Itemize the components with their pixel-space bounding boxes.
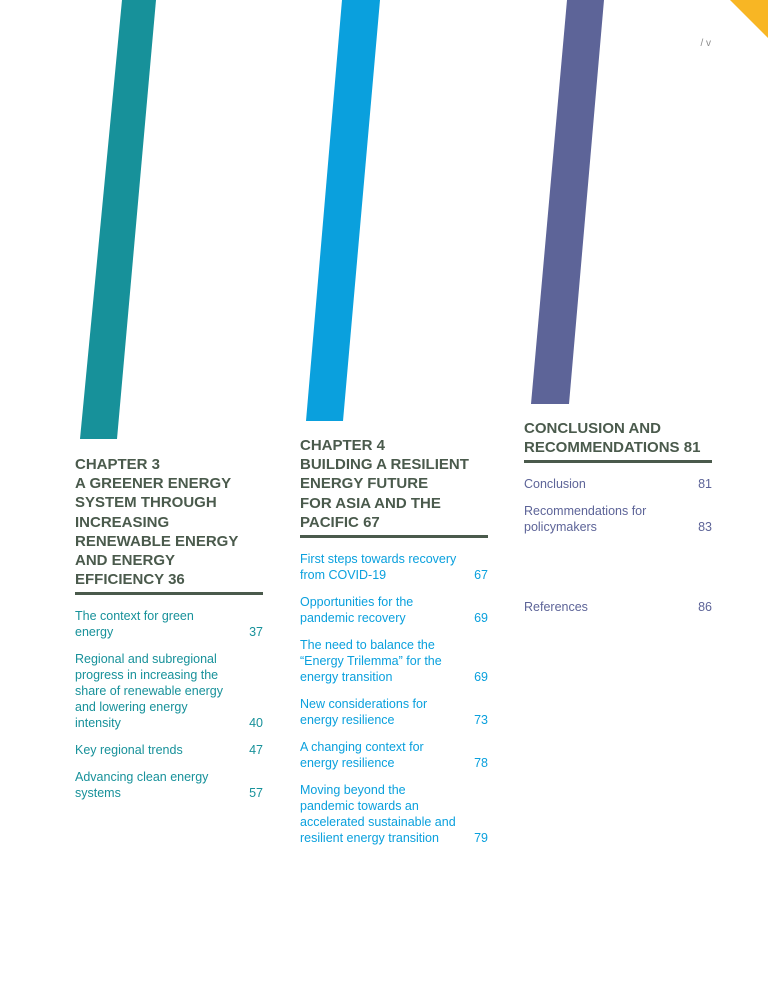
toc-entry-title: Key regional trends xyxy=(75,743,183,758)
toc-entry-page: 73 xyxy=(474,713,488,728)
heading-line: A GREENER ENERGY xyxy=(75,475,232,493)
heading-line: CHAPTER 3 xyxy=(75,456,161,473)
chapter-3-column xyxy=(75,455,263,812)
toc-entry[interactable] xyxy=(300,696,488,728)
chapter-4-column xyxy=(300,436,488,857)
blue-stripe xyxy=(306,0,380,421)
heading-line: BUILDING A RESILIENT xyxy=(300,456,469,474)
toc-entry-page: 69 xyxy=(474,611,488,626)
toc-entry[interactable] xyxy=(75,608,263,640)
toc-entry-page: 57 xyxy=(249,786,263,801)
toc-entry-title: Opportunities for the pandemic recovery xyxy=(300,595,414,626)
heading-line: ENERGY FUTURE xyxy=(300,475,429,493)
heading-line: RECOMMENDATIONS xyxy=(524,439,680,457)
toc-entry-title: Advancing clean energy systems xyxy=(75,770,209,801)
toc-entry[interactable] xyxy=(300,594,488,626)
conclusion-page: 81 xyxy=(683,439,701,457)
toc-entry[interactable] xyxy=(75,769,263,801)
toc-entry-title: A changing context for energy resilience xyxy=(300,740,424,771)
toc-entry[interactable] xyxy=(300,739,488,771)
toc-entry-title: Conclusion xyxy=(524,477,586,492)
toc-entry-title: Recommendations for policymakers xyxy=(524,504,647,535)
teal-stripe xyxy=(80,0,156,439)
chapter-4-page: 67 xyxy=(363,513,380,531)
toc-entry-page: 78 xyxy=(474,756,488,771)
toc-entry-page: 69 xyxy=(474,670,488,685)
toc-entry[interactable] xyxy=(75,651,263,731)
toc-entry-references[interactable] xyxy=(524,599,712,615)
toc-entry-page: 37 xyxy=(249,625,263,640)
toc-entry-title: The context for green energy xyxy=(75,609,194,640)
toc-entry[interactable] xyxy=(75,742,263,758)
toc-entry-page: 67 xyxy=(474,568,488,583)
toc-entry[interactable] xyxy=(524,503,712,535)
toc-entry-page: 83 xyxy=(698,520,712,535)
purple-stripe xyxy=(531,0,604,404)
toc-entry[interactable] xyxy=(300,782,488,846)
conclusion-column xyxy=(524,419,712,626)
toc-entry[interactable] xyxy=(524,476,712,492)
toc-entry-title: References xyxy=(524,600,588,615)
chapter-3-heading xyxy=(75,455,263,595)
toc-entry-title: New considerations for energy resilience xyxy=(300,697,428,728)
chapter-3-page: 36 xyxy=(168,571,185,589)
heading-line: AND ENERGY xyxy=(75,552,176,570)
heading-line: PACIFIC xyxy=(300,513,359,531)
heading-line: CONCLUSION AND xyxy=(524,420,661,437)
toc-entry-page: 81 xyxy=(698,477,712,492)
heading-line: RENEWABLE ENERGY xyxy=(75,532,239,550)
toc-entry[interactable] xyxy=(300,637,488,685)
toc-entry-title: Moving beyond the pandemic towards an accelerated sustainable and resilient energy transition xyxy=(300,783,456,846)
toc-entry-page: 86 xyxy=(698,600,712,615)
heading-line: FOR ASIA AND THE xyxy=(300,494,441,512)
heading-line: SYSTEM THROUGH xyxy=(75,494,217,512)
yellow-corner xyxy=(730,0,768,38)
chapter-4-heading xyxy=(300,436,488,538)
page-number: / v xyxy=(700,38,711,49)
toc-entry-title: The need to balance the “Energy Trilemma” for the energy transition xyxy=(300,638,442,685)
conclusion-heading xyxy=(524,419,712,463)
toc-entry-title: First steps towards recovery from COVID-19 xyxy=(300,552,457,583)
heading-line: EFFICIENCY xyxy=(75,571,164,589)
toc-entry-page: 79 xyxy=(474,831,488,846)
toc-entry-title: Regional and subregional progress in increasing the share of renewable energy and lowering energy intensity xyxy=(75,652,224,731)
toc-entry-page: 47 xyxy=(249,743,263,758)
toc-entry[interactable] xyxy=(300,551,488,583)
heading-line: CHAPTER 4 xyxy=(300,437,386,454)
heading-line: INCREASING xyxy=(75,513,170,531)
toc-entry-page: 40 xyxy=(249,716,263,731)
